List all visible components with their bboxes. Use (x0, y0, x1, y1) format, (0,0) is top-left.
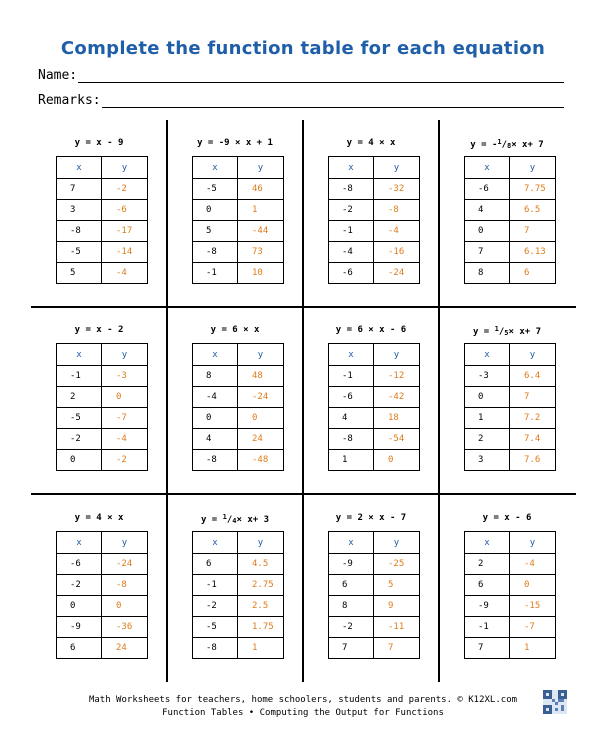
x-value: -6 (329, 263, 374, 284)
footer-subtitle: Function Tables • Computing the Output for Functions (162, 708, 444, 718)
column-header-y: y (374, 344, 420, 366)
column-header-x: x (329, 532, 374, 554)
table-row (329, 638, 420, 659)
x-value: -9 (329, 554, 374, 575)
table-row (193, 408, 284, 429)
function-table (464, 343, 556, 471)
equation-label: y = 4 × x (346, 138, 396, 148)
column-header-x: x (57, 157, 102, 179)
y-answer[interactable]: 1 (238, 200, 284, 221)
x-value: -9 (57, 617, 102, 638)
x-value: 0 (57, 596, 102, 617)
y-answer[interactable]: 18 (374, 408, 420, 429)
name-label: Name: (38, 68, 78, 83)
x-value: 8 (193, 366, 238, 387)
table-row (465, 200, 556, 221)
column-header-x: x (193, 532, 238, 554)
function-table-cell (304, 495, 438, 681)
x-value: 2 (57, 387, 102, 408)
function-table (328, 156, 420, 284)
column-header-y: y (374, 532, 420, 554)
y-answer[interactable]: 0 (102, 387, 148, 408)
table-row (329, 179, 420, 200)
table-row (57, 617, 148, 638)
equation-label: y = x - 6 (482, 513, 532, 523)
equation-label: y = -9 × x + 1 (197, 138, 273, 148)
name-field[interactable] (78, 68, 564, 83)
x-value: 7 (465, 638, 510, 659)
x-value: 1 (329, 450, 374, 471)
function-table-cell (168, 495, 302, 681)
y-answer[interactable]: -14 (102, 242, 148, 263)
table-row (329, 408, 420, 429)
column-header-x: x (193, 157, 238, 179)
y-answer[interactable]: -12 (374, 366, 420, 387)
column-header-y: y (102, 344, 148, 366)
x-value: -3 (465, 366, 510, 387)
y-answer[interactable]: -6 (102, 200, 148, 221)
table-row (193, 263, 284, 284)
x-value: 3 (465, 450, 510, 471)
column-header-y: y (238, 157, 284, 179)
table-row (57, 429, 148, 450)
y-answer[interactable]: 46 (238, 179, 284, 200)
x-value: 6 (465, 575, 510, 596)
x-value: 4 (193, 429, 238, 450)
table-row (329, 387, 420, 408)
y-answer[interactable]: 7.6 (510, 450, 556, 471)
table-row (465, 387, 556, 408)
y-answer[interactable]: -8 (374, 200, 420, 221)
table-row (57, 575, 148, 596)
x-value: -2 (329, 617, 374, 638)
table-row (193, 638, 284, 659)
table-row (329, 617, 420, 638)
remarks-line (38, 88, 564, 108)
table-row (57, 200, 148, 221)
table-row (329, 242, 420, 263)
y-answer[interactable]: -15 (510, 596, 556, 617)
table-row (193, 596, 284, 617)
table-row (329, 450, 420, 471)
function-table-grid (31, 120, 576, 682)
y-answer[interactable]: -7 (510, 617, 556, 638)
function-table (328, 343, 420, 471)
y-answer[interactable]: 9 (374, 596, 420, 617)
x-value: -2 (193, 596, 238, 617)
remarks-field[interactable] (102, 93, 564, 108)
x-value: 7 (57, 179, 102, 200)
y-answer[interactable]: 48 (238, 366, 284, 387)
table-row (329, 596, 420, 617)
table-row (193, 242, 284, 263)
x-value: 0 (193, 200, 238, 221)
y-answer[interactable]: -24 (102, 554, 148, 575)
x-value: 6 (329, 575, 374, 596)
y-answer[interactable]: 0 (374, 450, 420, 471)
table-row (193, 200, 284, 221)
equation-label: y = 6 × x - 6 (335, 325, 407, 335)
x-value: -4 (329, 242, 374, 263)
page-title: Complete the function table for each equation (60, 38, 546, 59)
x-value: 2 (465, 554, 510, 575)
y-answer[interactable]: -4 (510, 554, 556, 575)
function-table-cell (168, 307, 302, 493)
x-value: 3 (57, 200, 102, 221)
y-answer[interactable]: -44 (238, 221, 284, 242)
table-row (465, 575, 556, 596)
function-table-cell (32, 120, 166, 306)
function-table-cell (440, 495, 574, 681)
x-value: -4 (193, 387, 238, 408)
equation-label: y = 4 × x (74, 513, 124, 523)
y-answer[interactable]: 7.75 (510, 179, 556, 200)
table-row (465, 263, 556, 284)
equation-label: y = x - 2 (74, 325, 124, 335)
column-header-x: x (329, 344, 374, 366)
y-answer[interactable]: 7 (510, 387, 556, 408)
x-value: -2 (57, 575, 102, 596)
table-row (329, 200, 420, 221)
x-value: -8 (193, 638, 238, 659)
y-answer[interactable]: 6.13 (510, 242, 556, 263)
table-row (465, 242, 556, 263)
function-table-cell (32, 495, 166, 681)
x-value: -8 (193, 450, 238, 471)
x-value: -6 (329, 387, 374, 408)
function-table (192, 343, 284, 471)
equation-label: y = x - 9 (74, 138, 124, 148)
table-row (193, 366, 284, 387)
table-row (465, 429, 556, 450)
y-answer[interactable]: -2 (102, 179, 148, 200)
table-row (57, 179, 148, 200)
x-value: 7 (329, 638, 374, 659)
table-row (329, 429, 420, 450)
equation-label: y = 6 × x (210, 325, 260, 335)
x-value: 4 (329, 408, 374, 429)
y-answer[interactable]: -42 (374, 387, 420, 408)
x-value: 2 (465, 429, 510, 450)
y-answer[interactable]: 4.5 (238, 554, 284, 575)
column-header-x: x (465, 532, 510, 554)
table-row (57, 638, 148, 659)
function-table-cell (32, 307, 166, 493)
x-value: 6 (57, 638, 102, 659)
table-row (57, 221, 148, 242)
function-table (192, 156, 284, 284)
table-row (329, 366, 420, 387)
table-row (465, 638, 556, 659)
y-answer[interactable]: 5 (374, 575, 420, 596)
x-value: 1 (465, 408, 510, 429)
table-row (465, 450, 556, 471)
x-value: -1 (329, 366, 374, 387)
column-header-x: x (465, 157, 510, 179)
column-header-y: y (510, 157, 556, 179)
x-value: -9 (465, 596, 510, 617)
table-row (193, 554, 284, 575)
equation-label: $y = ^1/_4\times x+ 3$ (200, 513, 270, 525)
column-header-y: y (510, 344, 556, 366)
x-value: -5 (57, 242, 102, 263)
x-value: 5 (57, 263, 102, 284)
function-table-cell (304, 307, 438, 493)
x-value: -1 (193, 575, 238, 596)
x-value: -1 (57, 366, 102, 387)
remarks-label: Remarks: (38, 93, 101, 108)
x-value: -8 (193, 242, 238, 263)
x-value: 8 (329, 596, 374, 617)
y-answer[interactable]: -24 (238, 387, 284, 408)
table-row (329, 221, 420, 242)
table-row (57, 450, 148, 471)
x-value: -6 (57, 554, 102, 575)
table-row (57, 263, 148, 284)
x-value: -1 (193, 263, 238, 284)
function-table (56, 343, 148, 471)
equation-label: y = 2 × x - 7 (335, 513, 407, 523)
x-value: 5 (193, 221, 238, 242)
table-row (329, 263, 420, 284)
y-answer[interactable]: 7.2 (510, 408, 556, 429)
x-value: -2 (329, 200, 374, 221)
table-row (193, 221, 284, 242)
table-row (465, 366, 556, 387)
table-row (193, 575, 284, 596)
y-answer[interactable]: 1 (238, 638, 284, 659)
y-answer[interactable]: -36 (102, 617, 148, 638)
footer-credit: Math Worksheets for teachers, home schoolers, students and parents. © K12XL.com (88, 695, 518, 705)
table-row (465, 554, 556, 575)
table-row (329, 575, 420, 596)
y-answer[interactable]: -54 (374, 429, 420, 450)
y-answer[interactable]: 6.5 (510, 200, 556, 221)
table-row (465, 596, 556, 617)
x-value: 0 (465, 387, 510, 408)
x-value: -8 (329, 429, 374, 450)
y-answer[interactable]: -48 (238, 450, 284, 471)
table-row (465, 179, 556, 200)
table-row (465, 617, 556, 638)
table-row (465, 408, 556, 429)
y-answer[interactable]: 1 (510, 638, 556, 659)
y-answer[interactable]: -32 (374, 179, 420, 200)
y-answer[interactable]: -7 (102, 408, 148, 429)
column-header-x: x (329, 157, 374, 179)
y-answer[interactable]: 7.4 (510, 429, 556, 450)
y-answer[interactable]: 7 (374, 638, 420, 659)
y-answer[interactable]: 73 (238, 242, 284, 263)
table-row (57, 366, 148, 387)
function-table (328, 531, 420, 659)
x-value: 0 (193, 408, 238, 429)
y-answer[interactable]: 0 (238, 408, 284, 429)
y-answer[interactable]: -3 (102, 366, 148, 387)
x-value: -1 (465, 617, 510, 638)
table-row (57, 408, 148, 429)
y-answer[interactable]: -11 (374, 617, 420, 638)
qr-code-icon (543, 690, 567, 714)
column-header-y: y (374, 157, 420, 179)
y-answer[interactable]: 24 (238, 429, 284, 450)
x-value: -8 (329, 179, 374, 200)
x-value: 0 (57, 450, 102, 471)
y-answer[interactable]: 2.5 (238, 596, 284, 617)
function-table-cell (440, 307, 574, 493)
equation-label: $y = ^1/_5\times x+ 7$ (472, 325, 542, 337)
function-table (56, 531, 148, 659)
y-answer[interactable]: -8 (102, 575, 148, 596)
y-answer[interactable]: -17 (102, 221, 148, 242)
equation-label: $y = -^1/_8\times x+ 7$ (470, 138, 544, 150)
table-row (57, 387, 148, 408)
y-answer[interactable]: 6.4 (510, 366, 556, 387)
x-value: -8 (57, 221, 102, 242)
y-answer[interactable]: 0 (102, 596, 148, 617)
column-header-y: y (102, 532, 148, 554)
y-answer[interactable]: -4 (102, 263, 148, 284)
function-table (192, 531, 284, 659)
y-answer[interactable]: -4 (374, 221, 420, 242)
x-value: 8 (465, 263, 510, 284)
x-value: 6 (193, 554, 238, 575)
column-header-x: x (57, 344, 102, 366)
x-value: -2 (57, 429, 102, 450)
y-answer[interactable]: -25 (374, 554, 420, 575)
table-row (57, 242, 148, 263)
table-row (329, 554, 420, 575)
table-row (193, 179, 284, 200)
function-table-cell (168, 120, 302, 306)
x-value: 0 (465, 221, 510, 242)
column-header-y: y (102, 157, 148, 179)
y-answer[interactable]: 7 (510, 221, 556, 242)
column-header-x: x (465, 344, 510, 366)
x-value: -6 (465, 179, 510, 200)
y-answer[interactable]: -24 (374, 263, 420, 284)
y-answer[interactable]: -16 (374, 242, 420, 263)
x-value: -5 (57, 408, 102, 429)
y-answer[interactable]: 1.75 (238, 617, 284, 638)
x-value: -5 (193, 179, 238, 200)
y-answer[interactable]: -4 (102, 429, 148, 450)
column-header-x: x (193, 344, 238, 366)
function-table-cell (304, 120, 438, 306)
x-value: -5 (193, 617, 238, 638)
table-row (193, 617, 284, 638)
y-answer[interactable]: 2.75 (238, 575, 284, 596)
name-line (38, 63, 564, 83)
function-table (464, 156, 556, 284)
column-header-y: y (238, 532, 284, 554)
x-value: -1 (329, 221, 374, 242)
table-row (193, 429, 284, 450)
y-answer[interactable]: 0 (510, 575, 556, 596)
x-value: 4 (465, 200, 510, 221)
function-table (464, 531, 556, 659)
table-row (57, 554, 148, 575)
y-answer[interactable]: -2 (102, 450, 148, 471)
column-header-x: x (57, 532, 102, 554)
column-header-y: y (510, 532, 556, 554)
y-answer[interactable]: 6 (510, 263, 556, 284)
x-value: 7 (465, 242, 510, 263)
function-table-cell (440, 120, 574, 306)
y-answer[interactable]: 24 (102, 638, 148, 659)
column-header-y: y (238, 344, 284, 366)
table-row (57, 596, 148, 617)
y-answer[interactable]: 10 (238, 263, 284, 284)
table-row (193, 450, 284, 471)
table-row (465, 221, 556, 242)
function-table (56, 156, 148, 284)
table-row (193, 387, 284, 408)
